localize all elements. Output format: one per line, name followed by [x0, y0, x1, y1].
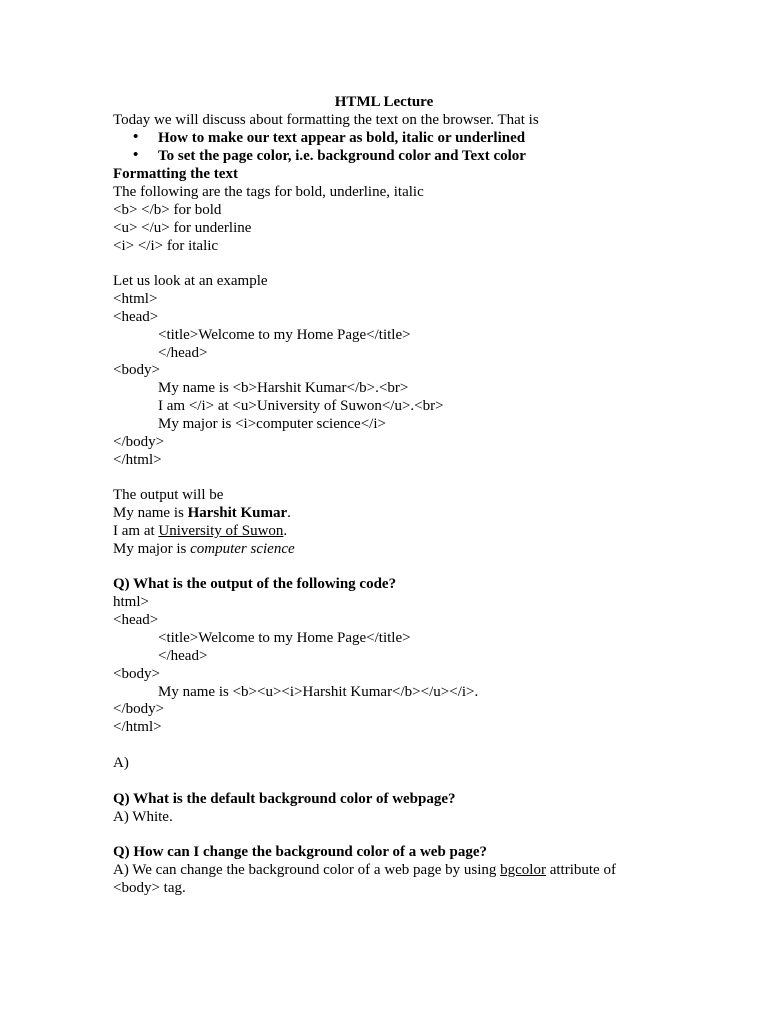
page-title: HTML Lecture	[334, 94, 434, 110]
output-italic-text: computer science	[190, 541, 295, 557]
bullet-dot-icon: •	[133, 129, 139, 145]
tag-line-italic: <i> </i> for italic	[113, 238, 219, 254]
code-line: My major is <i>computer science</i>	[158, 416, 386, 432]
answer-3	[113, 861, 616, 879]
code-line: </head>	[158, 648, 208, 664]
output-text: My major is	[113, 541, 191, 557]
output-line-underline	[113, 522, 287, 540]
intro-text: Today we will discuss about formatting the text on the browser. That is	[113, 112, 539, 128]
output-intro: The output will be	[113, 487, 224, 503]
answer-text: A) We can change the background color of a web page by using	[113, 862, 501, 878]
code-line: html>	[113, 594, 149, 610]
code-line: <html>	[113, 291, 158, 307]
code-line: I am </i> at <u>University of Suwon</u>.<br>	[158, 398, 444, 414]
output-underline-text: University of Suwon	[158, 523, 284, 539]
bullet-item: To set the page color, i.e. background color and Text color	[158, 148, 526, 164]
answer-2: A) White.	[113, 809, 173, 825]
question-3: Q) How can I change the background color of a web page?	[113, 844, 488, 860]
question-1: Q) What is the output of the following code?	[113, 576, 397, 592]
answer-1: A)	[113, 755, 129, 771]
question-2: Q) What is the default background color of webpage?	[113, 791, 456, 807]
code-line: <title>Welcome to my Home Page</title>	[158, 630, 411, 646]
code-line: </head>	[158, 345, 208, 361]
code-line: <head>	[113, 309, 159, 325]
code-line: </body>	[113, 701, 165, 717]
answer-text: attribute of	[545, 862, 616, 878]
code-line: </body>	[113, 434, 165, 450]
tags-intro: The following are the tags for bold, underline, italic	[113, 184, 424, 200]
bgcolor-term: bgcolor	[500, 862, 546, 878]
output-line-italic	[113, 540, 295, 558]
output-text: My name is	[113, 505, 188, 521]
code-line: <title>Welcome to my Home Page</title>	[158, 327, 411, 343]
bullet-item: How to make our text appear as bold, italic or underlined	[158, 130, 526, 146]
code-line: <body>	[113, 666, 160, 682]
output-line-bold	[113, 504, 291, 522]
tag-line-bold: <b> </b> for bold	[113, 202, 222, 218]
code-line: My name is <b>Harshit Kumar</b>.<br>	[158, 380, 409, 396]
code-line: </html>	[113, 452, 162, 468]
output-text: I am at	[113, 523, 159, 539]
answer-3-continued: <body> tag.	[113, 880, 186, 896]
code-line: <body>	[113, 362, 160, 378]
bullet-dot-icon: •	[133, 147, 139, 163]
code-line: <head>	[113, 612, 159, 628]
output-text: .	[283, 523, 288, 539]
code-line: </html>	[113, 719, 162, 735]
code-line: My name is <b><u><i>Harshit Kumar</b></u></i>.	[158, 684, 479, 700]
output-bold-text: Harshit Kumar	[187, 505, 288, 521]
output-text: .	[287, 505, 291, 521]
tag-line-underline: <u> </u> for underline	[113, 220, 252, 236]
section-heading: Formatting the text	[113, 166, 238, 182]
example-intro: Let us look at an example	[113, 273, 268, 289]
